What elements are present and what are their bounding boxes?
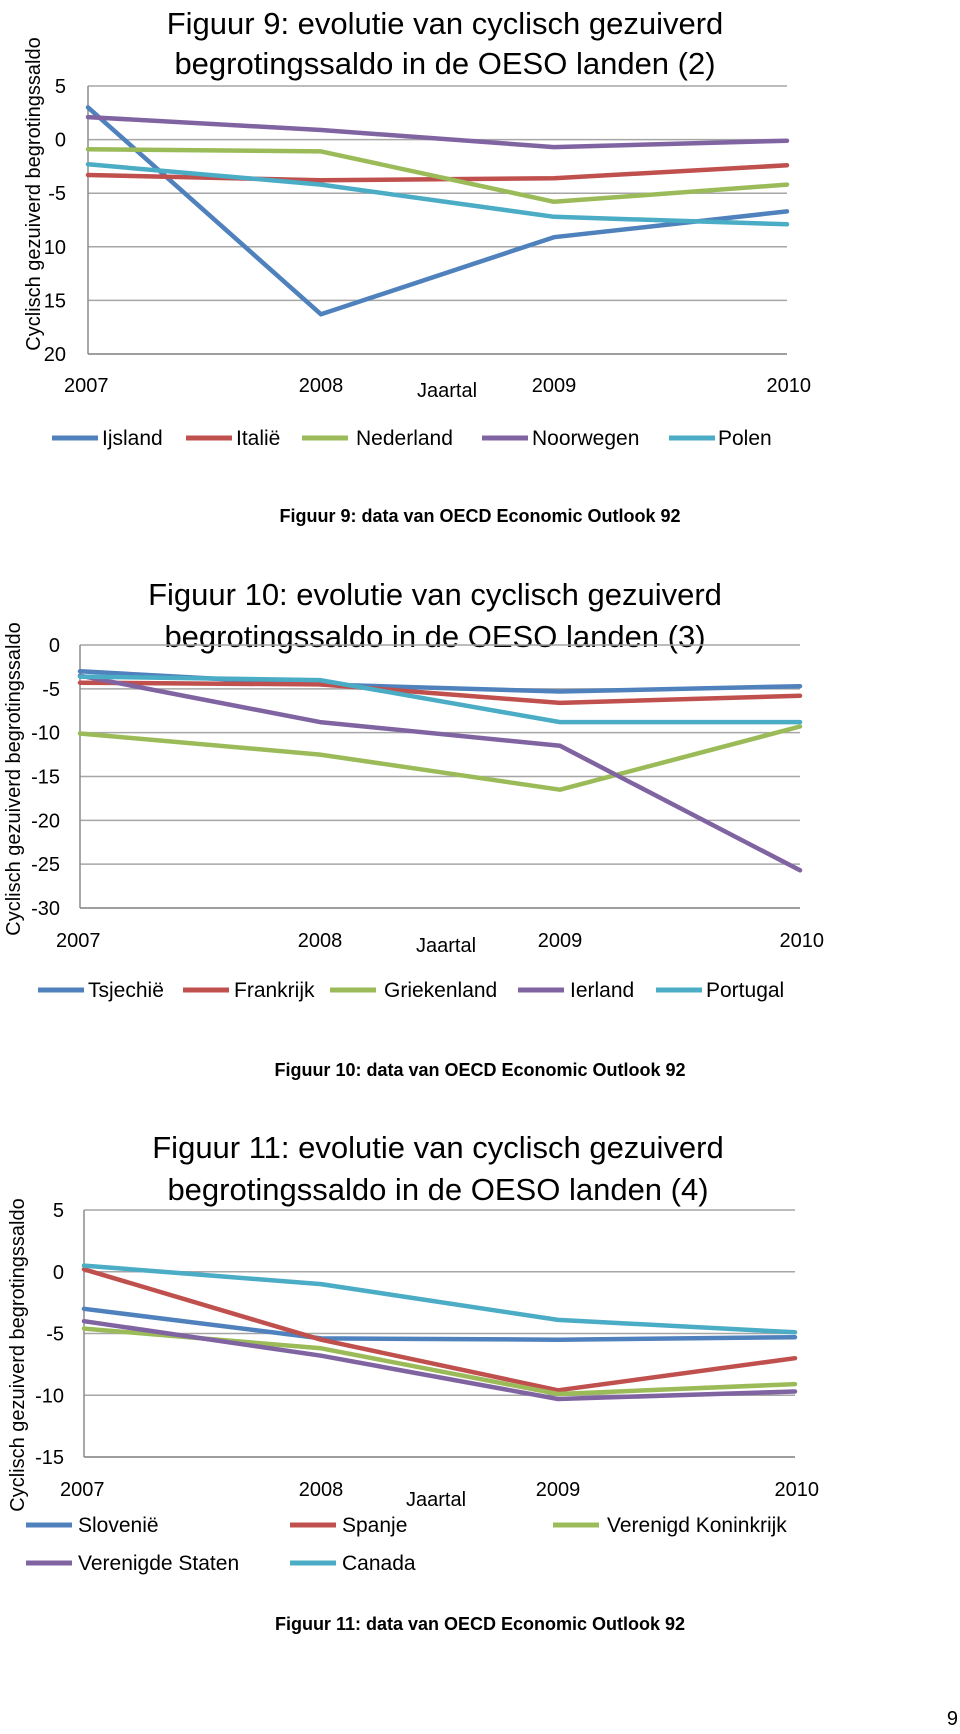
y-tick-label: 0 [48, 635, 60, 657]
line-chart-figuur-10 [0, 553, 960, 1023]
x-tick-label: 2009 [535, 1479, 581, 1501]
caption-figuur-11: Figuur 11: data van OECD Economic Outlook 92 [274, 1614, 686, 1634]
x-axis-label: Jaartal [415, 935, 477, 957]
chart-title-line: begrotingssaldo in de OESO landen (4) [167, 1172, 709, 1208]
legend-label: Canada [342, 1552, 416, 1575]
y-tick-label: 10 [43, 236, 66, 259]
series-line-noorwegen [88, 117, 787, 147]
y-tick-label: 0 [52, 1261, 64, 1284]
x-axis-label: Jaartal [405, 1489, 467, 1511]
chart-figuur-11 [0, 1105, 960, 1585]
x-tick-label: 2008 [298, 375, 344, 397]
x-tick-label: 2008 [297, 930, 343, 952]
x-tick-label: 2009 [537, 930, 583, 952]
line-chart-figuur-9 [0, 0, 960, 470]
chart-title-line: Figuur 9: evolutie van cyclisch gezuiverd [166, 6, 724, 42]
y-tick-label: -10 [31, 722, 60, 745]
legend-label: Spanje [342, 1514, 408, 1537]
y-tick-label: -5 [48, 183, 66, 206]
x-tick-label: 2009 [531, 375, 577, 397]
legend-label: Noorwegen [532, 427, 640, 450]
x-tick-label: 2010 [766, 375, 811, 397]
legend-label: Verenigde Staten [78, 1552, 240, 1575]
y-tick-label: -5 [46, 1323, 64, 1346]
chart-title-line: begrotingssaldo in de OESO landen (3) [164, 619, 706, 655]
y-tick-label: 5 [52, 1200, 64, 1222]
legend-label: Ierland [570, 979, 635, 1002]
y-tick-label: -30 [31, 898, 60, 920]
y-axis-label: Cyclisch gezuiverd begrotingssaldo [23, 37, 45, 351]
caption-figuur-10: Figuur 10: data van OECD Economic Outlook 92 [274, 1060, 686, 1080]
legend-label: Frankrijk [234, 979, 315, 1002]
legend-label: Griekenland [384, 979, 498, 1002]
legend-label: Nederland [356, 427, 453, 450]
x-tick-label: 2007 [56, 930, 101, 952]
y-axis-label: Cyclisch gezuiverd begrotingssaldo [3, 622, 25, 936]
y-tick-label: -25 [31, 854, 60, 877]
x-tick-label: 2010 [774, 1479, 819, 1501]
legend-label: Polen [718, 427, 772, 450]
chart-title-line: begrotingssaldo in de OESO landen (2) [174, 46, 716, 82]
page-number: 9 [946, 1708, 958, 1730]
x-tick-label: 2008 [298, 1479, 344, 1501]
legend-label: Slovenië [78, 1514, 159, 1537]
legend-label: Ijsland [102, 427, 163, 450]
y-tick-label: -15 [31, 766, 60, 789]
y-tick-label: -15 [35, 1447, 64, 1469]
chart-title-line: Figuur 11: evolutie van cyclisch gezuiverd [152, 1130, 724, 1166]
line-chart-figuur-11 [0, 1105, 960, 1585]
chart-figuur-9 [0, 0, 960, 470]
x-tick-label: 2007 [64, 375, 109, 397]
y-tick-label: 20 [43, 344, 66, 366]
legend-label: Tsjechië [88, 979, 164, 1002]
y-tick-label: 15 [43, 290, 66, 313]
chart-figuur-10 [0, 553, 960, 1023]
y-tick-label: -20 [31, 810, 60, 833]
y-tick-label: 0 [54, 129, 66, 152]
y-tick-label: -10 [35, 1385, 64, 1408]
chart-title-line: Figuur 10: evolutie van cyclisch gezuiverd [148, 577, 722, 613]
caption-figuur-9: Figuur 9: data van OECD Economic Outlook 92 [279, 506, 681, 526]
y-axis-label: Cyclisch gezuiverd begrotingssaldo [7, 1198, 29, 1512]
y-tick-label: 5 [54, 76, 66, 98]
legend-label: Verenigd Koninkrijk [607, 1514, 787, 1537]
x-axis-label: Jaartal [416, 380, 478, 402]
y-tick-label: -5 [42, 678, 60, 701]
x-tick-label: 2007 [60, 1479, 105, 1501]
legend-label: Portugal [706, 979, 785, 1002]
x-tick-label: 2010 [779, 930, 824, 952]
legend-label: Italië [236, 427, 281, 450]
